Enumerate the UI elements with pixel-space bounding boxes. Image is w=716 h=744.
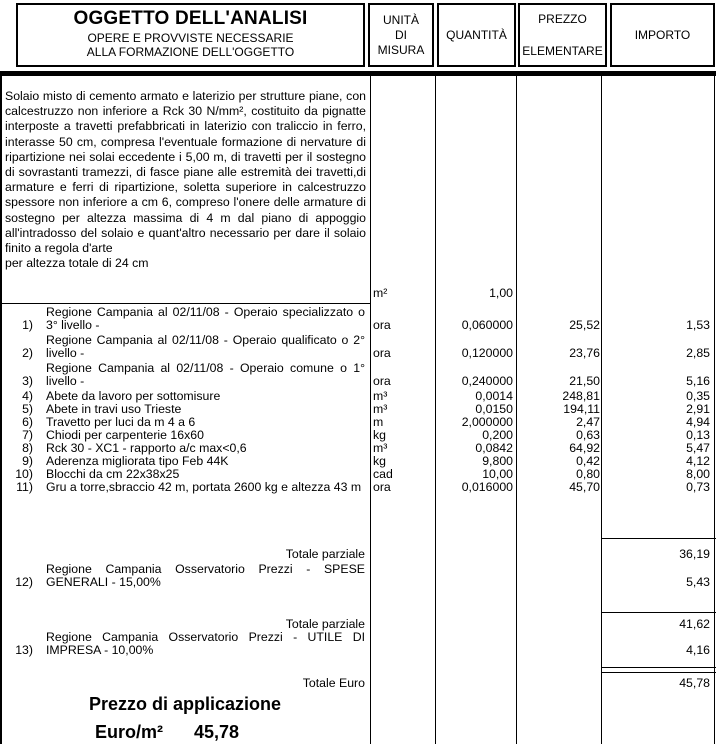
- item-description: Chiodi per carpenterie 16x60: [46, 428, 204, 442]
- header-cell-quantita: [437, 3, 516, 67]
- work-description-text: Solaio misto di cemento armato e laterizio per strutture piane, con calcestruzzo non inferiore a Rck 30 N/mm², costituito da pignatte interposte a travetti prefabbricati in laterizio con traliccio in ferro, interasse 50 cm, compresa l'eventuale formazione di nervature di ripartizione nei solai eccedente i 5,00 m, di travetti per il sostegno di sovrastanti tramezzi, di fasce piane alle estremità dei travetti,di armature e ferri di ripartizione, soletta superiore in calcestruzzo spessore non inferiore a cm 6, compreso l'onere delle armature di sostegno per altezza massima di 4 m dal piano di appoggio all'intradosso del solaio e quant'altro necessario per dare il solaio finito a regola d'arte: [5, 89, 366, 256]
- measure-quantity: 1,00: [489, 286, 513, 300]
- item-number: 7): [22, 428, 33, 442]
- item-quantity: 0,240000: [461, 374, 513, 388]
- work-description-height-note: per altezza totale di 24 cm: [5, 256, 149, 271]
- item-price: 21,50: [569, 374, 600, 388]
- item-unit: m³: [373, 389, 388, 403]
- item-quantity: 0,0014: [475, 389, 513, 403]
- header-cell-importo: [610, 3, 715, 67]
- grand-total-row: [0, 677, 716, 690]
- item-number: 4): [22, 389, 33, 403]
- item-quantity: 0,0150: [475, 402, 513, 416]
- unit-price-value: 45,78: [194, 722, 240, 742]
- item-description: Regione Campania Osservatorio Prezzi - UTILE DI IMPRESA - 10,00%: [46, 630, 365, 657]
- subtotal-row-1: [0, 548, 716, 561]
- items-list: [0, 306, 716, 494]
- item-price: 0,42: [576, 454, 600, 468]
- subtotal-rule-1: [601, 538, 716, 539]
- item-description: Abete da lavoro per sottomisure: [46, 389, 221, 403]
- header-prezzo-line1: PREZZO: [538, 12, 587, 26]
- item-description: Aderenza migliorata tipo Feb 44K: [46, 454, 229, 468]
- table-row: [0, 481, 716, 494]
- header-unita-line3: MISURA: [377, 42, 425, 57]
- header-unita-line2: DI: [395, 27, 407, 42]
- item-unit: m³: [373, 402, 388, 416]
- item-number: 3): [22, 374, 33, 388]
- item-unit: m: [373, 415, 384, 429]
- item-quantity: 0,0842: [475, 441, 513, 455]
- item-amount: 2,85: [686, 346, 710, 360]
- item-quantity: 0,060000: [461, 318, 513, 332]
- item-number: 10): [15, 467, 33, 481]
- subtotal-label: Totale parziale: [285, 617, 365, 631]
- item-quantity: 9,800: [482, 454, 513, 468]
- item-price: 23,76: [569, 346, 600, 360]
- measure-unit-row: [0, 287, 716, 300]
- table-row: [0, 563, 716, 589]
- item-description: Gru a torre,sbraccio 42 m, portata 2600 kg e altezza 43 m: [46, 480, 362, 494]
- item-quantity: 10,00: [482, 467, 513, 481]
- item-price: 64,92: [569, 441, 600, 455]
- item-unit: kg: [373, 454, 386, 468]
- subtotal-value: 41,62: [679, 617, 710, 631]
- item-description: Blocchi da cm 22x38x25: [46, 467, 180, 481]
- item-description: Rck 30 - XC1 - rapporto a/c max<0,6: [46, 441, 247, 455]
- item-description: Regione Campania Osservatorio Prezzi - SPESE GENERALI - 15,00%: [46, 562, 365, 589]
- table-row: [0, 334, 716, 360]
- item-price: 0,80: [576, 467, 600, 481]
- unit-price-label: Euro/m²: [95, 722, 164, 742]
- item-amount: 5,47: [686, 441, 710, 455]
- subtotal-label: Totale parziale: [285, 547, 365, 561]
- header-subtitle-line2: ALLA FORMAZIONE DELL'OGGETTO: [86, 45, 295, 59]
- subtotal-value: 36,19: [679, 547, 710, 561]
- measure-unit: m²: [373, 286, 388, 300]
- item-number: 8): [22, 441, 33, 455]
- item-amount: 0,73: [686, 480, 710, 494]
- header-prezzo-line2: ELEMENTARE: [522, 44, 603, 58]
- item-amount: 0,35: [686, 389, 710, 403]
- item-unit: ora: [373, 318, 391, 332]
- item-number: 6): [22, 415, 33, 429]
- item-amount: 0,13: [686, 428, 710, 442]
- table-body: [0, 76, 716, 744]
- header-unita-line1: UNITÀ: [383, 12, 419, 27]
- header-subtitle-line1: OPERE E PROVVISTE NECESSARIE: [87, 31, 294, 45]
- item-number: 5): [22, 402, 33, 416]
- header-cell-prezzo-elementare: [518, 3, 607, 67]
- item-quantity: 0,016000: [461, 480, 513, 494]
- item-amount: 2,91: [686, 402, 710, 416]
- item-unit: cad: [373, 467, 393, 481]
- header-importo-label: IMPORTO: [634, 27, 691, 42]
- item-number: 13): [15, 643, 33, 657]
- item-number: 1): [22, 318, 33, 332]
- item-price: 25,52: [569, 318, 600, 332]
- grand-total-value: 45,78: [679, 676, 710, 690]
- item-number: 2): [22, 346, 33, 360]
- item-amount: 5,16: [686, 374, 710, 388]
- unit-price-row: [0, 721, 239, 743]
- table-row: [0, 306, 716, 332]
- item-unit: m³: [373, 441, 388, 455]
- item-unit: ora: [373, 346, 391, 360]
- item-number: 12): [15, 575, 33, 589]
- table-row: [0, 631, 716, 657]
- item-quantity: 0,120000: [461, 346, 513, 360]
- item-description: Regione Campania al 02/11/08 - Operaio qualificato o 2° livello -: [46, 333, 365, 360]
- work-description: [5, 89, 366, 271]
- item-amount: 8,00: [686, 467, 710, 481]
- page-title: OGGETTO DELL'ANALISI: [73, 8, 308, 29]
- item-amount: 4,16: [686, 643, 710, 657]
- item-number: 9): [22, 454, 33, 468]
- item-price: 194,11: [563, 402, 600, 416]
- item-unit: kg: [373, 428, 386, 442]
- item-unit: ora: [373, 480, 391, 494]
- table-row: [0, 362, 716, 388]
- item-number: 11): [16, 480, 33, 494]
- item-description: Travetto per luci da m 4 a 6: [46, 415, 196, 429]
- item-price: 45,70: [569, 480, 600, 494]
- item-unit: ora: [373, 374, 391, 388]
- item-price: 2,47: [576, 415, 600, 429]
- item-description: Abete in travi uso Trieste: [46, 402, 182, 416]
- item-price: 0,63: [576, 428, 600, 442]
- item-quantity: 2,000000: [461, 415, 513, 429]
- item-amount: 4,94: [686, 415, 710, 429]
- item-price: 248,81: [562, 389, 600, 403]
- item-quantity: 0,200: [482, 428, 513, 442]
- header-quantita-label: QUANTITÀ: [446, 27, 507, 42]
- item-description: Regione Campania al 02/11/08 - Operaio comune o 1° livello -: [46, 361, 365, 388]
- grand-total-label: Totale Euro: [302, 676, 365, 690]
- header-cell-oggetto: [16, 3, 365, 67]
- header-cell-unita-misura: [368, 3, 434, 67]
- item-amount: 5,43: [686, 575, 710, 589]
- subtotal-rule-2: [601, 612, 716, 613]
- grand-total-double-rule: [601, 667, 716, 673]
- item-description: Regione Campania al 02/11/08 - Operaio specializzato o 3° livello -: [46, 305, 365, 332]
- item-amount: 1,53: [686, 318, 710, 332]
- item-amount: 4,12: [686, 454, 710, 468]
- description-bottom-rule: [0, 303, 371, 304]
- application-price-title: Prezzo di applicazione: [88, 694, 282, 714]
